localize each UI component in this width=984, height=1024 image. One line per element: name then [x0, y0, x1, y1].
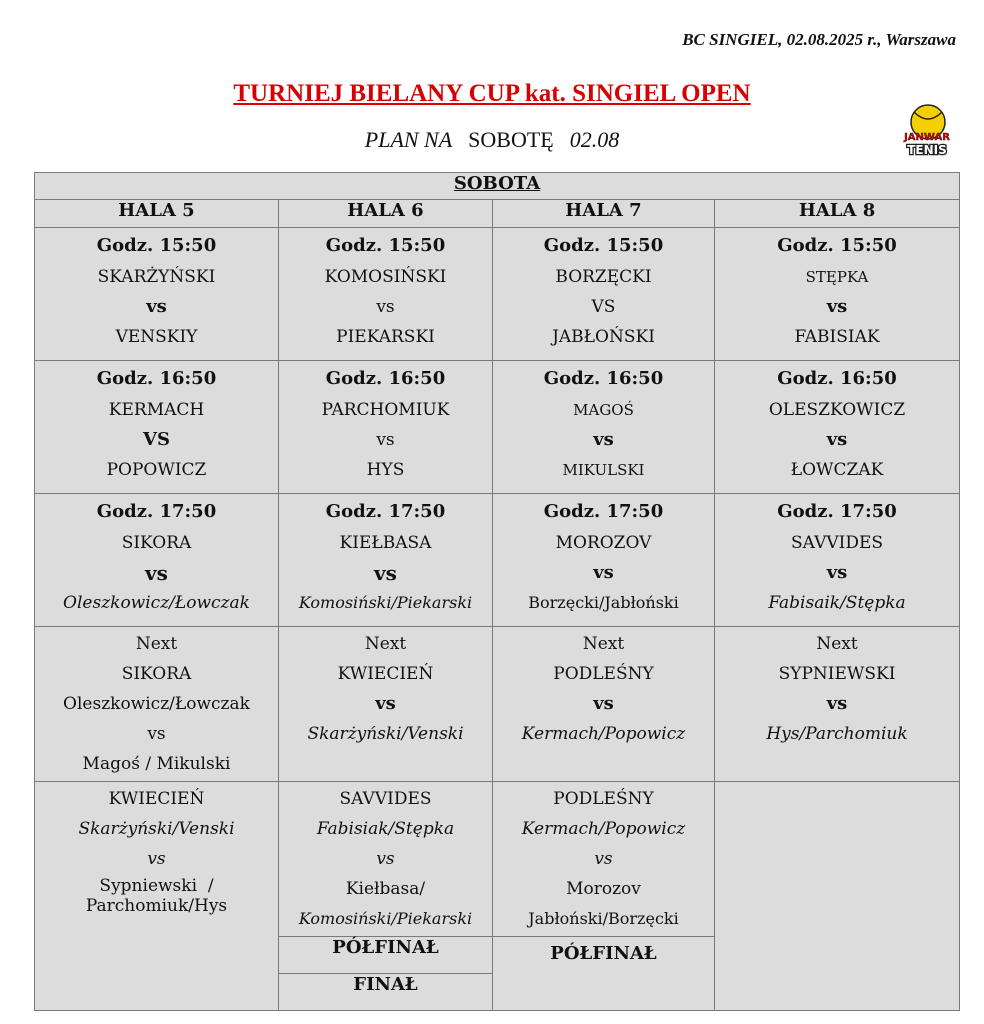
player-1: KWIECIEŃ — [108, 789, 205, 809]
player-2: Kiełbasa/ — [345, 879, 426, 899]
logo-line2: TENIS — [907, 143, 947, 157]
club-date-line: BC SINGIEL, 02.08.2025 r., Warszawa — [682, 30, 956, 49]
player-1: BORZĘCKI — [555, 267, 652, 287]
match-cell — [279, 228, 493, 361]
player-2: ŁOWCZAK — [790, 460, 884, 480]
match-cell — [715, 361, 960, 494]
match-time: Godz. 15:50 — [325, 235, 446, 256]
player-2: JABŁOŃSKI — [552, 327, 655, 347]
player-2-pair: Jabłoński/Borzęcki — [528, 909, 679, 928]
player-2: Oleszkowicz/Łowczak — [63, 593, 250, 613]
next-match-cell — [279, 627, 493, 782]
versus-label: vs — [147, 724, 166, 744]
player-1: SYPNIEWSKI — [778, 664, 896, 684]
match-time: Godz. 15:50 — [543, 235, 664, 256]
player-1: SKARŻYŃSKI — [97, 267, 216, 287]
player-2: Kermach/Popowicz — [521, 724, 686, 744]
player-2: Borzęcki/Jabłoński — [528, 593, 679, 612]
match-time: Godz. 17:50 — [96, 501, 217, 522]
hall-header: HALA 8 — [715, 200, 960, 228]
player-2: Sypniewski / Parchomiuk/Hys — [85, 876, 228, 916]
later-match-cell — [493, 782, 715, 937]
player-1: KOMOSIŃSKI — [324, 267, 447, 287]
match-time: Godz. 16:50 — [777, 368, 897, 389]
player-2: Magoś / Mikulski — [82, 754, 231, 774]
player-2: FABISIAK — [794, 327, 880, 347]
player-1: PODLEŚNY — [553, 789, 654, 809]
next-label: Next — [816, 634, 858, 654]
player-1: SIKORA — [121, 533, 192, 553]
player-2: VENSKIY — [115, 327, 198, 347]
match-cell — [493, 361, 715, 494]
plan-prefix: PLAN NA — [364, 127, 453, 152]
next-label: Next — [135, 634, 178, 654]
match-cell — [493, 228, 715, 361]
janwar-tenis-logo — [898, 104, 956, 158]
tournament-title: TURNIEJ BIELANY CUP kat. SINGIEL OPEN — [233, 80, 751, 107]
match-cell — [493, 494, 715, 627]
match-cell — [715, 228, 960, 361]
match-time: Godz. 16:50 — [96, 368, 217, 389]
schedule-table — [34, 172, 960, 1011]
player-1: KIEŁBASA — [339, 533, 432, 553]
versus-label: vs — [593, 429, 614, 450]
player-2: POPOWICZ — [106, 460, 207, 480]
versus-label: vs — [374, 561, 397, 585]
plan-subtitle — [0, 127, 984, 153]
player-1: OLESZKOWICZ — [768, 400, 906, 420]
player-1: PARCHOMIUK — [321, 400, 450, 420]
versus-label: vs — [376, 297, 395, 317]
player-1: PODLEŚNY — [553, 664, 654, 684]
versus-label: vs — [826, 562, 848, 583]
player-1-pair: Skarżyński/Venski — [78, 819, 235, 839]
versus-label: vs — [826, 296, 848, 317]
versus-label: vs — [826, 429, 848, 450]
versus-label: VS — [591, 297, 616, 317]
versus-label: vs — [146, 296, 167, 317]
match-time: Godz. 16:50 — [543, 368, 664, 389]
versus-label: vs — [593, 562, 614, 583]
final-label: FINAŁ — [279, 974, 493, 1011]
player-1: KERMACH — [108, 400, 205, 420]
player-1: KWIECIEŃ — [337, 664, 434, 684]
player-2: Komosiński/Piekarski — [298, 593, 473, 612]
logo-line1: JANWAR — [904, 132, 950, 143]
player-1-pair: Fabisiak/Stępka — [316, 819, 455, 839]
next-match-cell — [493, 627, 715, 782]
versus-label: vs — [594, 849, 613, 869]
plan-date: 02.08 — [569, 127, 620, 152]
later-match-cell — [35, 782, 279, 1011]
later-match-cell — [279, 782, 493, 937]
player-1-alt: Oleszkowicz/Łowczak — [63, 694, 250, 714]
hall-header: HALA 5 — [35, 200, 279, 228]
player-1: SAVVIDES — [339, 789, 432, 809]
player-1: STĘPKA — [805, 268, 869, 286]
match-cell — [279, 494, 493, 627]
player-2: HYS — [366, 460, 405, 480]
next-match-cell — [35, 627, 279, 782]
day-band — [35, 173, 960, 200]
player-1: MOROZOV — [555, 533, 652, 553]
day-band-label: SOBOTA — [453, 173, 541, 194]
player-1: MAGOŚ — [573, 401, 634, 419]
player-2: MIKULSKI — [562, 461, 645, 479]
match-time: Godz. 17:50 — [543, 501, 664, 522]
plan-day: SOBOTĘ — [468, 127, 554, 152]
player-1: SIKORA — [121, 664, 192, 684]
versus-label: vs — [376, 849, 395, 869]
match-time: Godz. 16:50 — [325, 368, 446, 389]
versus-label: vs — [376, 430, 395, 450]
match-time: Godz. 17:50 — [777, 501, 897, 522]
semifinal-label: PÓŁFINAŁ — [279, 937, 493, 974]
match-cell — [715, 494, 960, 627]
player-2: Morozov — [566, 879, 641, 899]
versus-label: VS — [143, 429, 170, 450]
next-label: Next — [364, 634, 407, 654]
next-match-cell — [715, 627, 960, 782]
player-1-pair: Kermach/Popowicz — [521, 819, 686, 839]
player-2-pair: Komosiński/Piekarski — [298, 909, 473, 928]
next-label: Next — [582, 634, 625, 654]
hall-header: HALA 7 — [493, 200, 715, 228]
semifinal-label: PÓŁFINAŁ — [493, 937, 715, 1011]
match-cell — [35, 494, 279, 627]
match-time: Godz. 15:50 — [777, 235, 897, 256]
player-1: SAVVIDES — [791, 533, 884, 553]
player-2: Skarżyński/Venski — [307, 724, 464, 744]
match-cell — [35, 228, 279, 361]
player-2: Hys/Parchomiuk — [766, 724, 908, 744]
versus-label: vs — [593, 693, 614, 714]
player-2: PIEKARSKI — [336, 327, 435, 347]
player-2: Fabisaik/Stępka — [768, 593, 906, 613]
versus-label: vs — [145, 561, 168, 585]
versus-label: vs — [826, 693, 848, 714]
hall-header: HALA 6 — [279, 200, 493, 228]
empty-cell — [715, 782, 960, 1011]
match-time: Godz. 17:50 — [325, 501, 446, 522]
match-cell — [35, 361, 279, 494]
match-time: Godz. 15:50 — [96, 235, 217, 256]
match-cell — [279, 361, 493, 494]
versus-label: vs — [147, 849, 166, 869]
versus-label: vs — [375, 693, 396, 714]
